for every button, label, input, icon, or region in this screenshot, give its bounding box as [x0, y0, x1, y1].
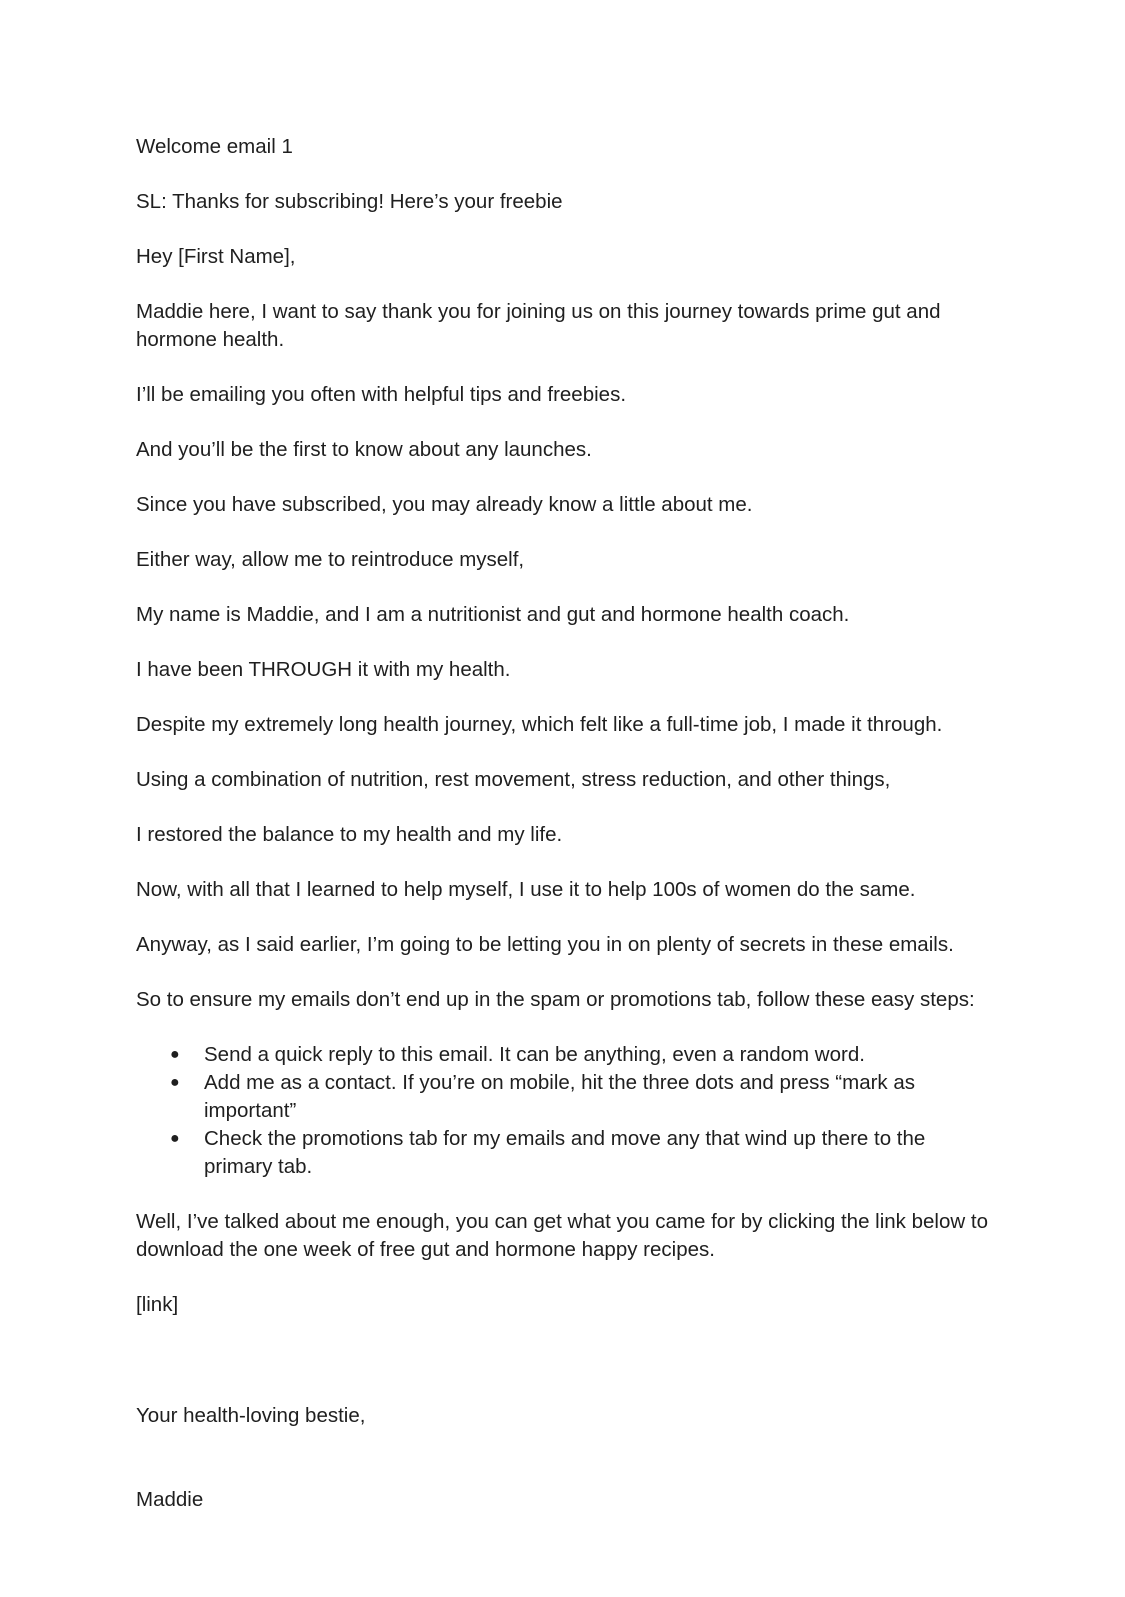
paragraph: Maddie here, I want to say thank you for joining us on this journey towards prime gut and hormone health.: [136, 300, 947, 351]
paragraph: Anyway, as I said earlier, I’m going to be letting you in on plenty of secrets in these emails.: [136, 933, 954, 956]
closing-paragraph: Well, I’ve talked about me enough, you can get what you came for by clicking the link below to download the one week of free gut and hormone happy recipes.: [136, 1210, 994, 1261]
email-heading: Welcome email 1: [136, 135, 293, 158]
signoff-line: Your health-loving bestie,: [136, 1404, 366, 1427]
paragraph: So to ensure my emails don’t end up in the spam or promotions tab, follow these easy steps:: [136, 988, 975, 1011]
signoff-block: [136, 1346, 996, 1570]
paragraph: I restored the balance to my health and my life.: [136, 823, 563, 846]
paragraph: Either way, allow me to reintroduce myself,: [136, 548, 525, 571]
paragraph: Despite my extremely long health journey, which felt like a full-time job, I made it through.: [136, 713, 943, 736]
list-item-text: Check the promotions tab for my emails and move any that wind up there to the primary tab.: [204, 1127, 926, 1178]
list-item: [136, 1069, 996, 1125]
paragraph: I have been THROUGH it with my health.: [136, 658, 511, 681]
steps-list: [136, 1041, 996, 1181]
list-item: [136, 1125, 996, 1181]
subject-line: SL: Thanks for subscribing! Here’s your freebie: [136, 190, 563, 213]
document-page: [136, 133, 996, 1597]
greeting: Hey [First Name],: [136, 245, 296, 268]
list-item: [136, 1041, 996, 1069]
list-item-text: Add me as a contact. If you’re on mobile, hit the three dots and press “mark as important”: [204, 1071, 916, 1122]
paragraph: Using a combination of nutrition, rest movement, stress reduction, and other things,: [136, 768, 891, 791]
bullet-icon: ●: [170, 1074, 180, 1091]
link-placeholder: [link]: [136, 1293, 179, 1316]
signature: Maddie: [136, 1488, 204, 1511]
bullet-icon: ●: [170, 1130, 180, 1147]
paragraph: Since you have subscribed, you may already know a little about me.: [136, 493, 753, 516]
paragraph: And you’ll be the first to know about any launches.: [136, 438, 592, 461]
bullet-icon: ●: [170, 1046, 180, 1063]
paragraph: My name is Maddie, and I am a nutritionist and gut and hormone health coach.: [136, 603, 850, 626]
paragraph: Now, with all that I learned to help myself, I use it to help 100s of women do the same.: [136, 878, 916, 901]
paragraph: I’ll be emailing you often with helpful tips and freebies.: [136, 383, 627, 406]
list-item-text: Send a quick reply to this email. It can be anything, even a random word.: [204, 1043, 865, 1066]
